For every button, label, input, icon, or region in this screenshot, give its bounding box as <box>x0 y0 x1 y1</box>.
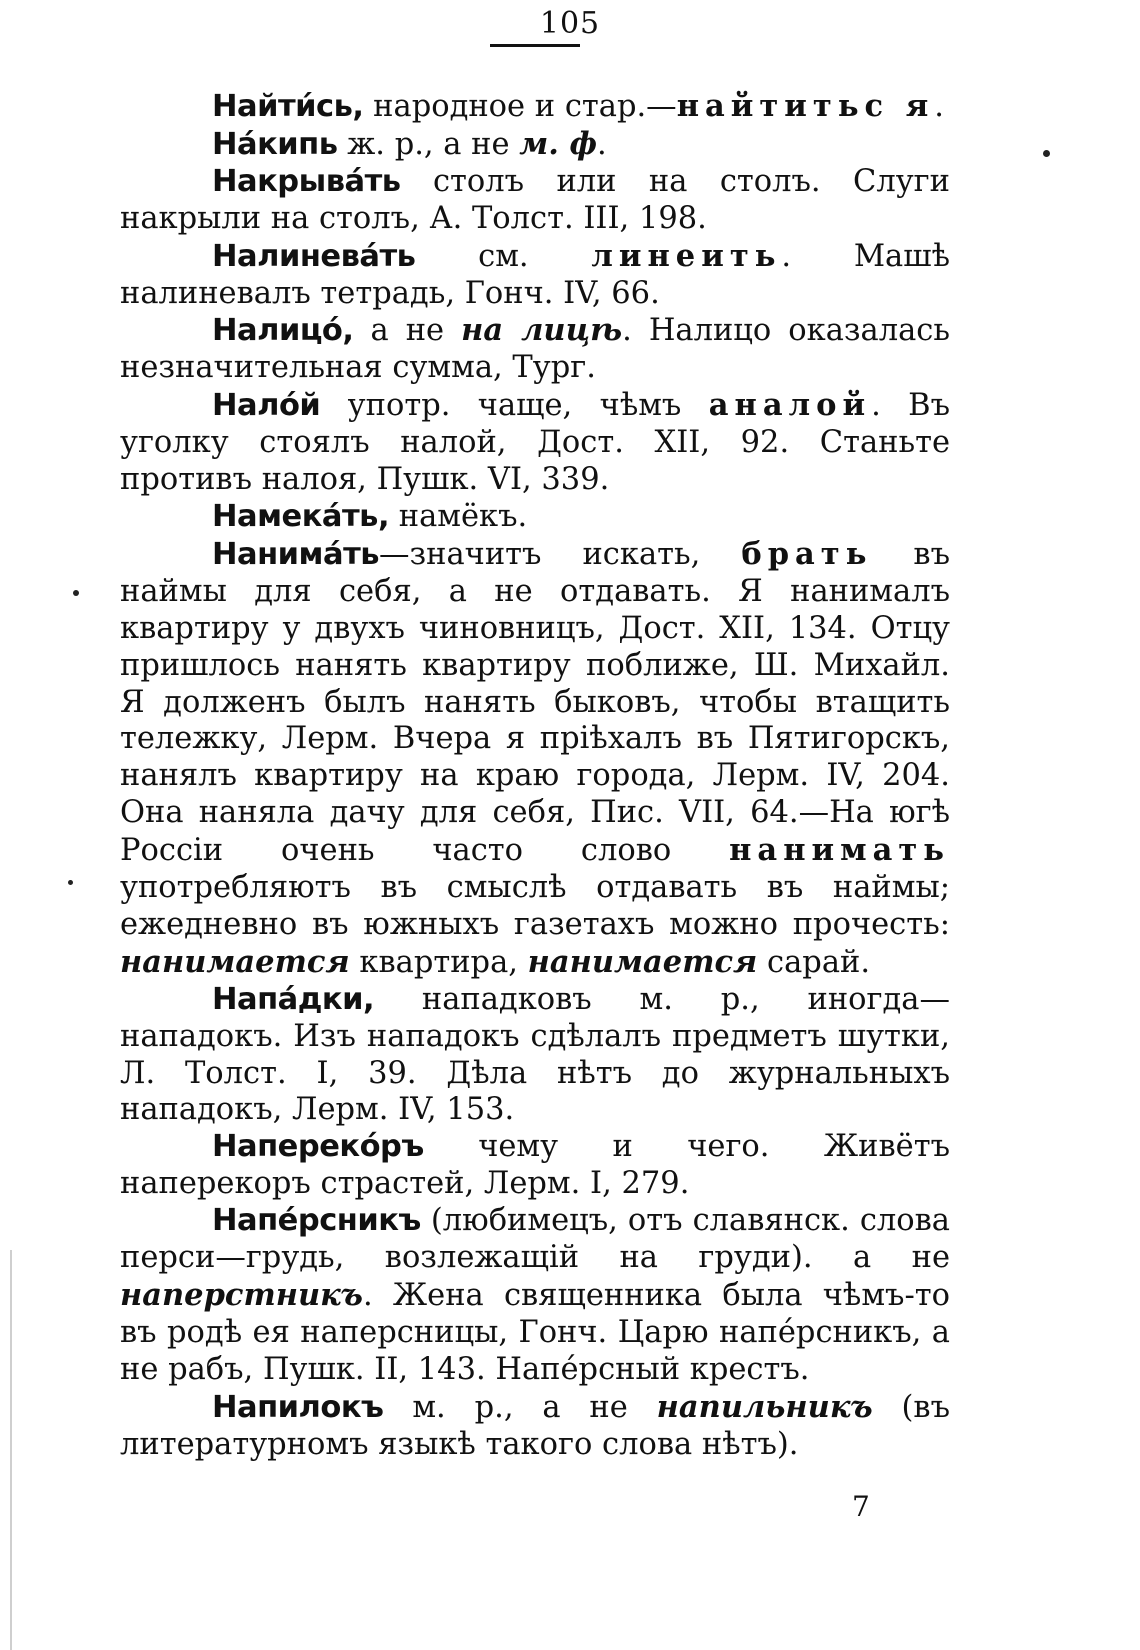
dictionary-entry <box>120 1389 950 1464</box>
entry-italic-text: м. ф <box>519 125 598 162</box>
entry-text: . <box>597 126 607 162</box>
entry-text: а не <box>353 313 462 349</box>
entry-spaced-text: найтитьс я <box>676 88 935 124</box>
entry-text: . Въ уголку стоялъ налой, Дост. XII, 92. Станьте противъ налоя, Пушк. VI, 339. <box>120 388 950 498</box>
dictionary-entry <box>120 982 950 1130</box>
entry-spaced-text: линеить <box>591 237 782 274</box>
entry-italic-text: наперстникъ <box>120 1277 363 1313</box>
signature-mark: 7 <box>852 1490 870 1523</box>
entry-text: ж. р., а не <box>337 126 520 162</box>
dictionary-entry <box>120 499 950 536</box>
entry-text: . Жена священника была чѣмъ-то въ родѣ ея наперсницы, Гонч. Царю напéрсникъ, а не рабъ, Пушк. II, 143. Напéрсный крестъ. <box>120 1278 950 1387</box>
entry-headword: Намека́ть, <box>212 498 390 534</box>
entry-text: (въ литературномъ языкѣ такого слова нѣтъ). <box>120 1389 951 1462</box>
entry-headword: Напа́дки, <box>212 981 375 1017</box>
dictionary-entry <box>120 536 950 982</box>
entry-spaced-text: аналой <box>708 387 872 424</box>
entry-headword: Налинева́ть <box>212 238 416 274</box>
entry-headword: Нало́й <box>212 388 321 424</box>
entry-text: см. <box>415 238 592 274</box>
entry-text: нападковъ м. р., иногда—нападокъ. Изъ нападокъ сдѣлалъ предметъ шутки, Л. Толст. I, 39. Дѣла нѣтъ до журнальныхъ нападокъ, Лерм. IV, 153. <box>120 981 950 1128</box>
entry-headword: Напилокъ <box>212 1389 384 1425</box>
entry-text: употребляютъ въ смыслѣ отдавать въ наймы; ежедневно въ южныхъ газетахъ можно прочесть: <box>120 870 950 942</box>
page-number: 105 <box>539 6 601 41</box>
dictionary-entry <box>120 238 950 313</box>
entry-text: сарай. <box>757 944 871 980</box>
dictionary-entry <box>120 126 950 164</box>
dictionary-column <box>120 88 950 1464</box>
entry-italic-text: на лицѣ <box>461 312 623 349</box>
entry-text: чему и чего. Живётъ наперекоръ страстей, Лерм. I, 279. <box>120 1129 950 1202</box>
entry-text: намёкъ. <box>389 498 528 534</box>
ink-speck <box>1043 150 1050 157</box>
entry-text: . Налицо оказалась незначительная сумма, Тург. <box>120 313 950 386</box>
dictionary-entry <box>120 387 950 499</box>
entry-text: столъ или на столъ. Слуги накрыли на столъ, А. Толст. III, 198. <box>120 163 950 236</box>
entry-text: —значитъ искать, <box>379 536 742 572</box>
entry-text: народное и стар.— <box>363 89 677 124</box>
entry-text: . <box>934 89 944 124</box>
entry-spaced-text: брать <box>741 535 873 572</box>
entry-text: квартира, <box>349 944 528 980</box>
entry-headword: Напе́рсникъ <box>212 1203 421 1239</box>
dictionary-entry <box>120 88 950 126</box>
dictionary-entry <box>120 164 950 238</box>
dictionary-entry <box>120 1203 950 1389</box>
entry-italic-text: нанимается <box>527 943 758 980</box>
entry-headword: Наперекóръ <box>212 1129 424 1165</box>
dictionary-entry <box>120 312 950 387</box>
entry-text: м. р., а не <box>383 1389 657 1425</box>
entry-text: въ наймы для себя, а не отдавать. Я нанималъ квартиру у двухъ чиновницъ, Дост. XII, 134. Отцу пришлось нанять квартиру поближе, Ш. Михайл. Я долженъ былъ нанять быковъ, чтобы втащить тележку, Лерм. Вчера я пріѣхалъ въ Пятигорскъ, нанялъ квартиру на краю города, Лерм. IV, 204. Она наняла дачу для себя, Пис. VII, 64.—На югѣ Россіи очень часто слово <box>120 536 951 869</box>
entry-italic-text: нанимается <box>120 943 350 980</box>
entry-text: употр. чаще, чѣмъ <box>320 388 709 424</box>
dictionary-entry <box>120 1129 950 1203</box>
entry-spaced-text: нанимать <box>729 832 950 869</box>
entry-headword: Нанима́ть <box>212 536 380 572</box>
entry-headword: Накрыва́ть <box>212 163 401 199</box>
entry-headword: Налицо́, <box>212 313 354 349</box>
entry-headword: Найти́сь, <box>212 89 364 124</box>
page-edge-shadow <box>10 1250 12 1650</box>
page-number-rule <box>490 44 580 47</box>
entry-headword: На́кипь <box>212 126 338 162</box>
ink-speck <box>73 590 79 596</box>
entry-text: (любимецъ, отъ славянск. слова перси—грудь, возлежащій на груди). а не <box>120 1203 950 1276</box>
entry-italic-text: напильникъ <box>656 1388 873 1425</box>
ink-speck <box>68 880 73 885</box>
entry-text: . Машѣ налиневалъ тетрадь, Гонч. IV, 66. <box>120 238 950 311</box>
